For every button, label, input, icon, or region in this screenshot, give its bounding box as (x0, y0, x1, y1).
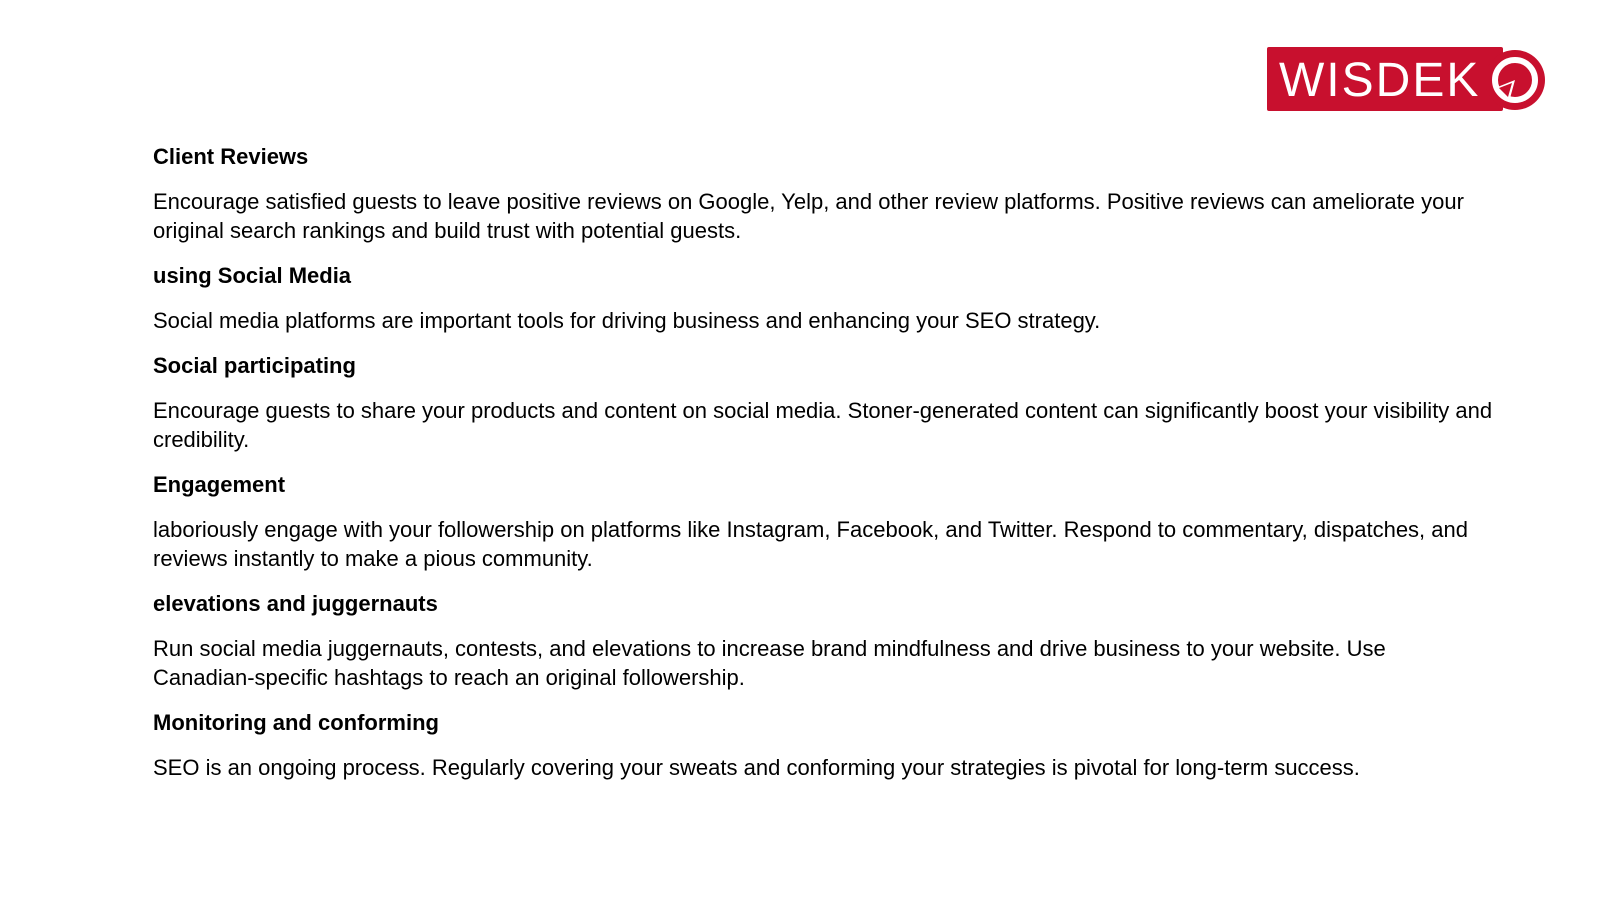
content (153, 142, 1493, 798)
section-body-social-media: Social media platforms are important tools for driving business and enhancing your SEO strategy. (153, 308, 1101, 333)
section-heading-monitoring: Monitoring and conforming (153, 710, 439, 735)
section-body-social-participating: Encourage guests to share your products and content on social media. Stoner-generated content can significantly boost your visibility and credibility. (153, 398, 1493, 452)
logo-box (1267, 47, 1503, 111)
section-body-client-reviews: Encourage satisfied guests to leave positive reviews on Google, Yelp, and other review platforms. Positive reviews can ameliorate your original search rankings and build trust with potential guests. (153, 189, 1464, 243)
logo-circle-arrow-icon (1481, 44, 1553, 116)
section-heading-engagement: Engagement (153, 472, 286, 497)
section-heading-elevations: elevations and juggernauts (153, 591, 438, 616)
logo-text: WISDEK (1279, 54, 1481, 107)
section-heading-social-media: using Social Media (153, 263, 352, 288)
section-body-engagement: laboriously engage with your followership on platforms like Instagram, Facebook, and Twitter. Respond to commentary, dispatches, and reviews instantly to make a pious community. (153, 517, 1468, 571)
section-body-elevations: Run social media juggernauts, contests, and elevations to increase brand mindfulness and drive business to your website. Use Canadian-specific hashtags to reach an original followership. (153, 636, 1386, 690)
section-body-monitoring: SEO is an ongoing process. Regularly covering your sweats and conforming your strategies is pivotal for long-term success. (153, 755, 1360, 780)
wisdek-logo (1267, 44, 1557, 116)
section-heading-social-participating: Social participating (153, 353, 356, 378)
section-heading-client-reviews: Client Reviews (153, 144, 309, 169)
